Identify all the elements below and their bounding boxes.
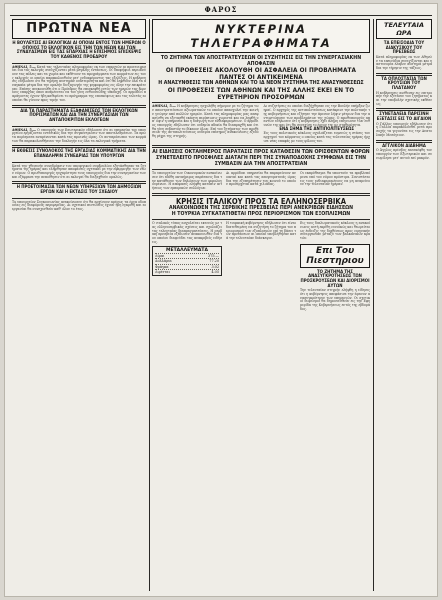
section-title-nykterina-tilegrafimata: ΝΥΚΤΕΡΙΝΑ ΤΗΛΕΓΡΑΦΗΜΑΤΑ: [152, 19, 370, 53]
masthead-rule: [10, 15, 432, 16]
table-row: [155, 269, 219, 274]
column-divider-right: [373, 19, 374, 591]
table-cell-value: 375.—: [208, 254, 219, 259]
middle-band-articles: [152, 172, 370, 191]
newspaper-page: [4, 3, 438, 597]
article-body: Ο υπουργός των Εσωτερικών εδήλωσεν ότι αι υπηρεσίαι του υπουργείου εργάζονται εντατικώς δια την συγκέντρωσιν των αποτελεσμάτων. Τα πρώτα πορίσματα αναμένονται κατά τας πρωινάς ώρας. Οι αντιπρόσωποι των κομμάτων θα παρακολουθήσουν την διαλογήν εις όλα τα εκλογικά τμήματα.: [12, 127, 146, 143]
section-title-protina-nea: ΠΡΩΤΝΑ ΝΕΑ: [12, 19, 146, 39]
middle-big-headline-1: ΚΡΗΣΙΣ ΙΤΑΛΙΚΟΥ ΠΡΟΣ ΤΑ ΕΛΛΗΝΟΣΕΡΒΙΚΑ: [175, 196, 347, 206]
lower-article-1: [152, 222, 222, 311]
middle-headline-4: ΟΙ ΠΡΟΘΕΣΕΙΣ ΤΩΝ ΑΘΗΝΩΝ ΚΑΙ ΤΗΣ ΑΛΛΗΣ ΕΚΕΙ ΕΝ ΤΟ ΕΥΡΕΤΗΡΙΟΝ ΠΡΟΣΟΡΜΩΝ: [167, 85, 355, 101]
table-cell-label: Λιρέτται: [155, 269, 170, 274]
right-headline-2: ΤΑ ΟΠΛΟΣΤΑΣΙΑ ΤΩΝ ΚΡΟΥΣΙΩΝ ΤΟΥ ΠΛΑΤΑΝΟΥ: [381, 76, 427, 92]
divider: [12, 105, 146, 108]
masthead: ΦΑΡΟΣ: [204, 5, 238, 14]
table-cell-value: 4.05: [211, 269, 219, 274]
middle-headline-2: ΟΙ ΠΡΟΘΕΣΕΙΣ ΑΚΟΛΟΥΘΗ ΟΙ ΑΣΦΑΛΕΙΑ ΟΙ ΠΡΟΒΛΗΜΑΤΑ ΠΑΝΤΕΣ ΟΙ ΑΝΤΙΚΕΙΜΕΝΑ: [165, 66, 357, 82]
right-headline-3: ΣΥΝΕΤΑΛΕΙΑ ΠΑΡΙΣΙΝΗ ΕΞΕΤΑΣΙΣ ΕΙΣ ΤΟ ΑΙΓΑΙΟΝ: [376, 112, 432, 123]
divider: [12, 162, 146, 163]
subheadline: ΕΝΑ ΣΗΜΑ ΤΗΣ ΑΝΤΙΠΟΛΙΤΕΥΣΕΩΣ: [279, 126, 355, 132]
left-second-headline: ΔΙΑ ΤΑ ΠΑΡΑΣΤΗΜΑΤΑ ΕΞΑΦΑΝΙΣΕΩΣ ΤΩΝ ΕΚΛΟΓΙΚΩΝ ΠΟΡΙΣΜΑΤΩΝ ΚΑΙ ΔΙΑ ΤΗΝ ΣΥΝΕΡΓΑΣΙΑΝ ΤΩΝ ΑΝΤΑΠΟΚΡΙΤΩΝ ΕΚΛΟΓΕΩΝ: [20, 108, 138, 123]
article-body: Ο ιταλικός τύπος ασχολείται εκτενώς με τας ελληνοσερβικάς σχέσεις και σχολιάζει τας τελευταίας διαπραγματεύσεις. Η σερβική πρεσβεία εξέδωσεν ανακοινωθέν δια του οποίου διαψεύδει τας ανακριβείς ειδήσεις.: [152, 221, 222, 244]
lower-article-3: [300, 222, 370, 311]
lower-article-2: Η τουρκική κυβέρνησις εδήλωσεν ότι είναι διατεθειμένη να συζητήση το ζήτημα του περιορισμού των εξοπλισμών επί τη βάσει των προτάσεων αι οποίαι υπεβλήθησαν κατά την τελευταίαν διάσκεψιν.: [226, 221, 296, 240]
section-title-teleftaia-ora: ΤΕΛΕΥΤΑΙΑ ΩΡΑ: [376, 19, 432, 39]
right-article-4: Ο Άγγλος πρέσβυς επεσκέφθη τον υπουργόν των Εξωτερικών και συνωμίλησε μετ' αυτού επί μακρόν.: [376, 148, 432, 160]
epi-article: Την τελευταίαν στιγμήν ελήφθη η είδησις ότι η κυβέρνησις απεφάσισε την άμεσον ανασυγκρότησιν των υπηρεσιών. Οι σχετικοί διορισμοί θα δημοσιευθούν εις την Εφημερίδα της Κυβερνήσεως εντός της εβδομάδος.: [300, 288, 370, 311]
divider: [12, 145, 146, 148]
left-third-article: Κατά την χθεσινήν συνεδρίασιν του υπουργικού συμβουλίου εξητάσθησαν τα ζητήματα της ημέρας και ελήφθησαν αποφάσεις σχετικαί με την εφαρμογήν των νέων νόμων. Ο πρωθυπουργός ηυχαρίστησε τους υπουργούς δια την συνεργασίαν των και εξέφρασε την πεποίθησιν ότι αι εκλογαί θα διεξαχθούν ομαλώς.: [12, 163, 146, 179]
article-body: Η κυβέρνησις ησχολήθη σήμερον με το ζήτημα των αποστρατεύσεων αξιωματικών το οποίον απασχολεί την κοινήν γνώμην από πολλών ημερών. Κατά τας πληροφορίας μας απεφασίσθη να εξετασθή εκάστη περίπτωσις χωριστά και να ληφθή υπ' όψιν η υπηρεσία και η διαγωγή των ενδιαφερομένων. Ο αρμόδιος υπουργός εδήλωσεν ότι ουδεμία αδικία θα διαπραχθή και ότι θα γίνη σεβαστόν το δίκαιον όλων. Επί του ζητήματος των προθέσεων της αντιπολιτεύσεως ουδεμία επίσημος ανακοίνωσις εξεδόθη μέχρι της στιγμής.: [152, 104, 259, 139]
epi-headline: ΤΟ ΖΗΤΗΜΑ ΤΗΣ ΑΝΑΣΥΓΚΡΟΤΗΣΕΩΣ ΤΩΝ ΠΡΟΣΚΡΟΥΣΕΩΝ ΚΑΙ ΔΙΟΡΙΣΜΟΙ ΑΥΤΩΝ: [300, 269, 370, 289]
middle-lead-articles: [152, 105, 370, 143]
dateline: ΑΘΗΝΑΙ, 5.—: [12, 64, 36, 69]
right-headline-1: ΤΑ ΕΠΕΙΣΟΔΙΑ ΤΟΥ ΔΙΑΚΥΣΙΚΟΥ ΤΟΥ ΠΡΕΣΒΕΩΣ: [383, 41, 425, 56]
left-second-article: [12, 129, 146, 144]
divider: [376, 73, 432, 76]
middle-headline-3: Η ΑΝΑΣΥΝΘΕΣΙΣ ΤΩΝ ΑΘΗΝΩΝ ΚΑΙ ΤΟ ΙΔ ΝΕΟΝ ΣΥΣΤΗΜΑ ΤΗΣ ΑΝΑΣΥΝΘΕΣΕΩΣ: [158, 80, 364, 87]
divider: [376, 140, 432, 143]
right-headline-4: ΑΓΓΛΙΚΟΝ ΔΙΑΒΗΜΑ: [382, 143, 426, 149]
table-cell-value: 3.02: [211, 264, 219, 269]
article-body: Εις τους πολιτικούς κύκλους σχολιάζεται ευμενώς η στάσις του αρχηγού του κόμματος ο οποίος κατά τας τελευταίας ημέρας ήρχισε νέας επαφάς με τους φίλους του.: [263, 131, 370, 143]
divider: [12, 198, 146, 199]
divider: [152, 193, 370, 196]
left-column: [12, 19, 146, 591]
dateline: ΑΘΗΝΑΙ, 5.—: [12, 127, 37, 132]
right-article-2: Η κυβέρνησις ανέθεσεν εις επιτροπήν την εξέτασιν του ζητήματος και την υποβολήν σχετικής εκθέσεως.: [376, 90, 432, 106]
article-body: Εις τους διπλωματικούς κύκλους η ανακοίνωσις αυτή εκρίθη ευνοϊκώς και θεωρείται ως ένδειξις της διαθέσεως προς ειρηνικήν συνεργασίαν μεταξύ των βαλκανικών κρατών.: [300, 221, 370, 240]
middle-big-headline-3: Η ΤΟΥΡΚΙΑ ΣΥΓΚΑΤΑΤΙΘΕΤΑΙ ΠΡΟΣ ΠΕΡΙΟΡΙΣΜΟΝ ΤΩΝ ΕΞΟΠΛΙΣΜΩΝ: [171, 210, 351, 217]
table-cell-label: Δολλάρια: [155, 259, 172, 264]
right-column: [376, 19, 432, 591]
left-fourth-headline: Η ΠΡΟΕΤΟΙΜΑΣΙΑ ΤΩΝ ΝΕΩΝ ΥΠΗΡΕΣΙΩΝ ΤΩΝ ΔΗΜΟΣΙΩΝ ΕΡΓΩΝ ΚΑΙ Η ΕΚΤΑΣΙΣ ΤΟΥ ΣΧΕΔΙΟΥ: [16, 185, 142, 196]
table-cell-label: Λίραι: [155, 254, 165, 259]
exchange-table-title: ΜΕΤΑΛΛΕΥΜΑΤΑ: [166, 248, 208, 254]
middle-lead-article-1: [152, 105, 259, 143]
band-article-2: Αι αρμόδιαι υπηρεσίαι θα παραμείνουν ανοικταί και κατά τας απογευματινάς ώρας δια την εξυπηρέτησιν του κοινού το οποίον προσέρχεται κατά χιλιάδας.: [226, 171, 296, 187]
middle-headline-1: ΤΟ ΖΗΤΗΜΑ ΤΩΝ ΑΠΟΣΤΡΑΤΕΥΣΕΩΝ ΟΙ ΣΥΖΗΤΗΣΙΣ ΕΙΣ ΤΗΝ ΣΥΝΕΡΓΑΣΙΑΚΗΝ ΑΠΟΦΑΣΙΝ: [160, 55, 362, 67]
middle-banner-2: ΣΥΝΕΤΕΛΕΙΤΟ ΠΡΟΣΦΙΛΕΣ ΔΙΑΤΑΓΗ ΠΕΡΙ ΤΗΣ ΣΥΝΑΠΟΔΟΧΗΣ ΣΥΜΦΩΝΑ ΕΙΣ ΤΗΝ ΣΥΜΒΑΣΙΝ ΔΙΑ ΤΗΝ ΑΠΟΣΤΡΑΤΕΙΑΝ: [155, 155, 367, 167]
middle-lead-article-2: [264, 105, 371, 143]
divider: [12, 181, 146, 184]
left-third-headline: Η ΕΚΘΕΣΙΣ ΣΥΝΟΛΟΚΟΣ ΤΗΣ ΕΡΓΑΣΙΑΣ ΚΟΜΜΑΤΙΚΗΣ ΔΙΑ ΤΗΝ ΕΠΑΝΑΛΗΨΙΝ ΣΥΝΕΔΡΙΑΣ ΤΩΝ ΥΠΟΥΡΓΩΝ: [12, 149, 146, 159]
article-body: Κατά τας τελευταίας πληροφορίας εκ των επαρχιών αι προετοιμασίαι δια τας εκλογάς συνεχίζονται μετά μεγάλης εντάσεως. Οι υποψήφιοι περιοδεύουν τας πόλεις και τα χωρία και εκθέτουν τα προγράμματα των κομμάτων εις τους εκλογείς οι οποίοι παρακολουθούν μετ' ενδιαφέροντος τας εξελίξεις. Η κυβέρνησις εδήλωσεν ότι θα τηρήσῃ αυστηράν ουδετερότητα και ότι θα ληφθούν όλα τα αναγκαία μέτρα δια την ομαλήν διεξαγωγήν της ψηφοφορίας εις όλην την επικράτειαν. Επίσης ανεκοινώθη ότι ο Πρόεδρος θα επισκεφθή εντός των ημερών τας βορείους επαρχίας όπου αναμένεται να του γίνη ενθουσιώδης υποδοχή. Οι αρμόδιοι παράγοντες έχουν ήδη καθορίσει το πρόγραμμα της επισκέψεως και τας τελετάς αι οποίαι θα γίνουν προς τιμήν του.: [12, 64, 146, 102]
divider: [12, 63, 146, 64]
right-article-3: Ο Γάλλος υπουργός εδήλωσεν ότι η Γαλλία παρακολουθεί μετά προσοχής τα γεγονότα εις την Ανατολικήν Μεσόγειον.: [376, 121, 432, 137]
article-body: Αι συζητήσεις αι οποίαι διεξήχθησαν εις την Βουλήν υπήρξαν ζωηραί. Ο αρχηγός της αντιπολιτεύσεως κατέκρινε την πολιτικήν της κυβερνήσεως και εζήτησε την άμεσον λήψιν μέτρων δια την αντιμετώπισιν των προβλημάτων της χώρας. Ο πρωθυπουργός απαντών εδήλωσεν ότι η κυβέρνησις έχει πλήρη επίγνωσιν των ευθυνών της και ότι θα συνεχίση το έργον της με σταθερότητα.: [263, 104, 370, 127]
exchange-table: [152, 246, 222, 275]
middle-column: [152, 19, 370, 591]
dateline: ΑΘΗΝΑΙ, 5.—: [152, 104, 176, 109]
middle-lower-articles: [152, 222, 370, 311]
left-lead-headline: Η ΒΟΥΛΕΥΣΙΣ ΑΙ ΕΚΛΟΓΙΚΑΙ ΑΙ ΟΠΟΙΑΙ ΕΝΤΟΣ ΤΩΝ ΗΜΕΡΩΝ Ο ΟΠΟΙΟΣ ΤΟ ΕΚΛΟΓΙΚΟΝ ΕΙΣ ΤΗΝ ΤΩΝ ΝΕΩΝ ΚΑΙ ΤΩΝ ΣΥΝΔΥΑΣΜΩΝ ΕΙΣ ΤΑΣ ΕΠΑΡΧΙΑΣ Η ΕΠΙΣΗΜΟΣ ΕΠΙΣΚΕΨΙΣ ΤΟΥ ΚΑΘΕΝΟΣ ΠΡΟΕΔΡΟΥ: [12, 41, 146, 60]
divider: [152, 145, 370, 148]
band-article-1: Το υπουργείον των Οικονομικών ανεκοίνωσεν ότι εδόθη οκταήμερος παράτασις δια την κατάθεσιν των δηλώσεων των φορολογουμένων. Η απόφασις ελήφθη κατόπιν αιτήσεως των εμπορικών συλλόγων.: [152, 171, 222, 191]
middle-banner-1: ΑΙ ΕΙΔΗΣΕΙΣ ΟΚΤΑΗΜΕΡΟΣ ΠΑΡΑΤΑΣΙΣ ΠΡΟΣ ΚΑΤΑΘΕΣΙΝ ΤΩΝ ΟΡΙΣΘΕΝΤΩΝ ΦΟΡΩΝ: [152, 149, 370, 156]
section-title-epi-tou-piestiriou: Επι Του Πιεστηριου: [300, 244, 370, 268]
divider: [12, 126, 146, 127]
band-article-3: Οι εκπρόθεσμοι θα υποστούν τα προβλεπόμενα υπό του νόμου πρόστιμα. Συνιστάται εις τους ενδιαφερομένους να μη αναμείνουν την τελευταίαν ημέραν.: [300, 171, 370, 187]
table-cell-label: Φράγκα: [155, 264, 169, 269]
column-divider-left: [149, 19, 150, 591]
left-fourth-article: Το υπουργείον Συγκοινωνίας ανεκοίνωσεν ότι θα αρχίσουν αμέσως τα έργα οδοποιΐας εις διαφόρους περιφερείας. Αι σχετικαί πιστώσεις έχουν ήδη εγκριθή και αι εργασίαι θα συνεχισθούν καθ' όλον το έτος.: [12, 199, 146, 212]
middle-big-headline-2: ΑΝΑΚΟΙΝΩΘΕΝ ΤΗΣ ΣΕΡΒΙΚΗΣ ΠΡΕΣΒΕΙΑΣ ΠΕΡΙ ΑΝΕΚΡΙΒΩΝ ΕΙΔΗΣΕΩΝ: [168, 204, 354, 211]
left-lead-article: [12, 66, 146, 103]
table-cell-value: 77.20: [209, 259, 219, 264]
right-article-1: Κατά πληροφορίας εκ των Αθηνών τα επεισόδια συνεχίζονται και η αστυνομία έλαβεν αυστηρά μέτρα δια την τήρησιν της τάξεως.: [376, 54, 432, 71]
